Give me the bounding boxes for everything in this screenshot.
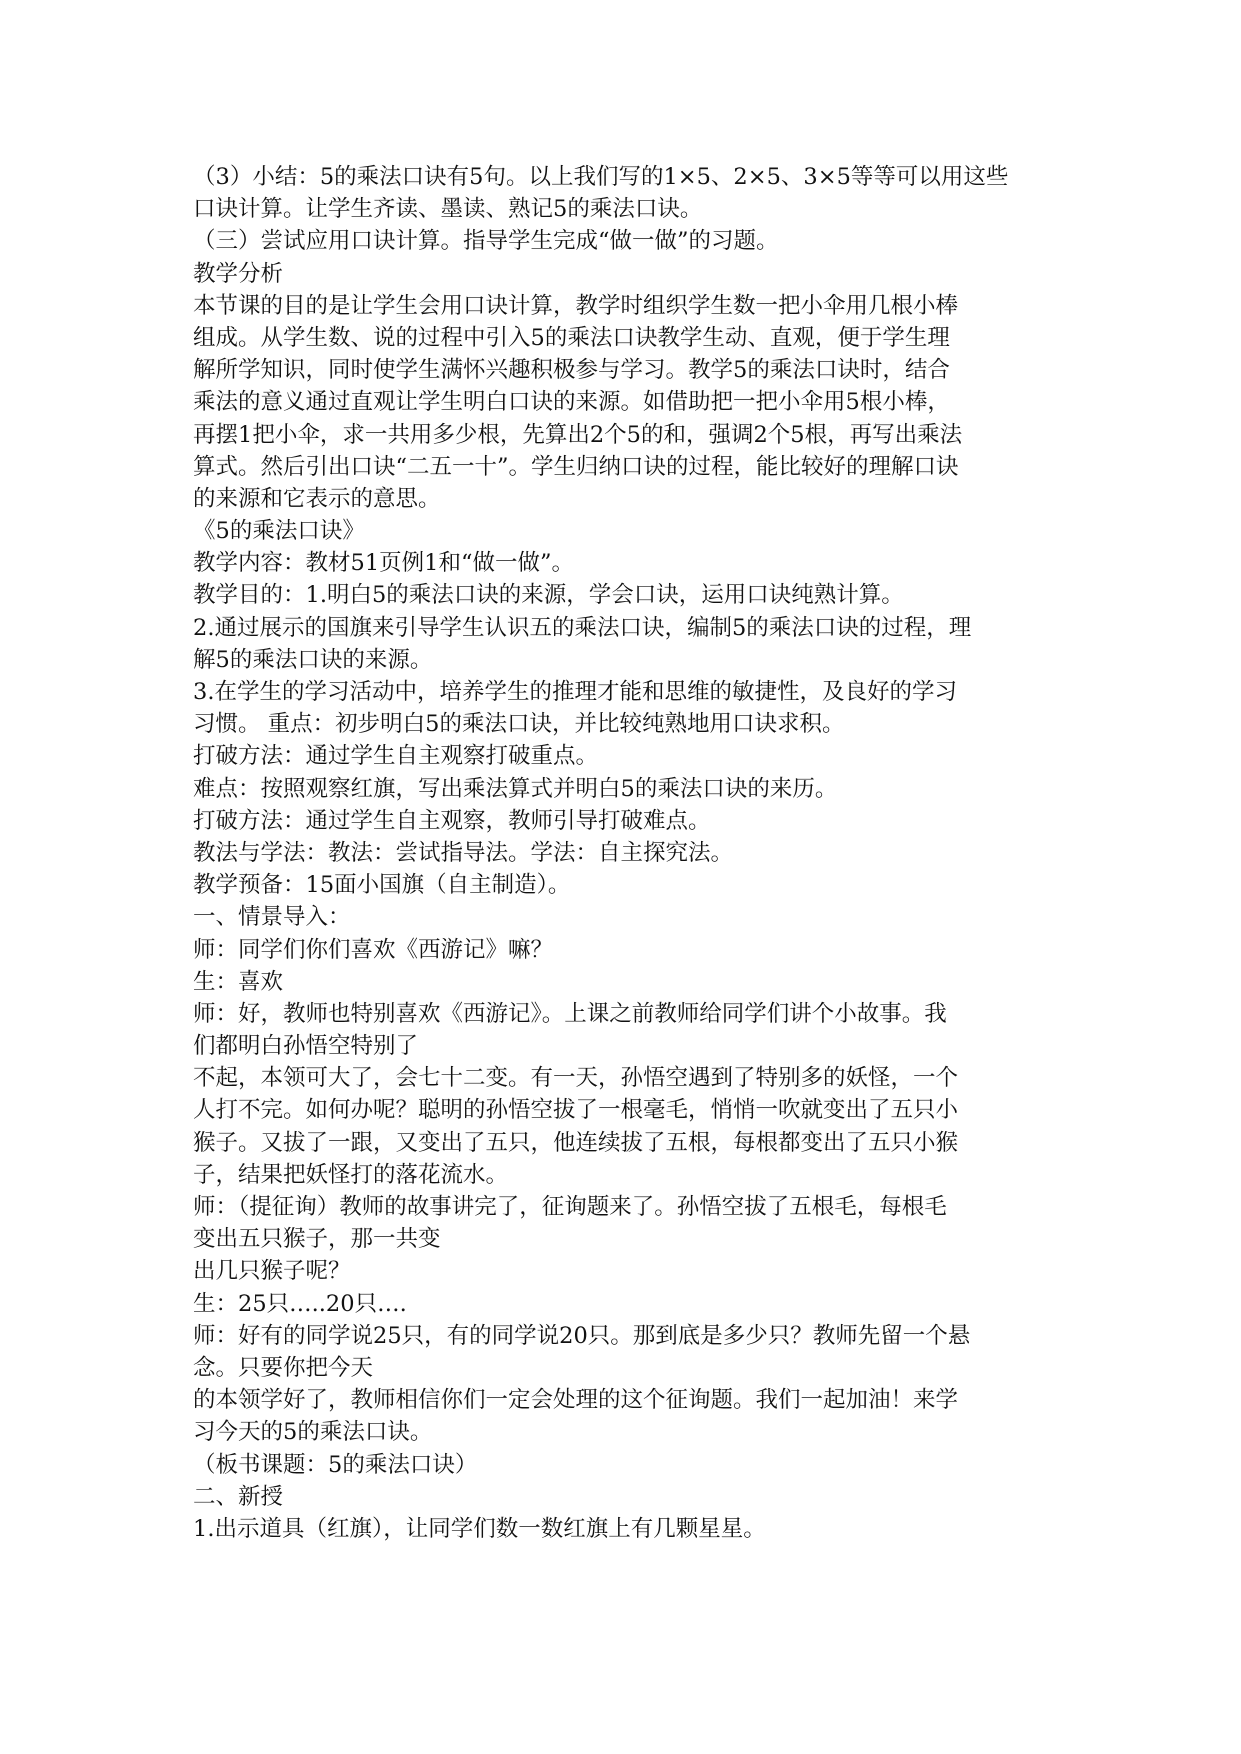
section-heading: 《5的乘法口诀》 [193, 518, 365, 545]
section-heading: 教学分析 [193, 260, 284, 287]
text-line: 习今天的5的乘法口诀。 [193, 1419, 433, 1446]
text-line: 念。只要你把今天 [193, 1354, 374, 1381]
text-line: 人打不完。如何办呢？聪明的孙悟空拔了一根毫毛，悄悄一吹就变出了五只小 [193, 1097, 959, 1124]
text-line: （三）尝试应用口诀计算。指导学生完成“做一做”的习题。 [193, 228, 779, 255]
text-line: 变出五只猴子，那一共变 [193, 1226, 441, 1253]
text-line: 生：25只…..20只…. [193, 1290, 407, 1317]
text-line: 打破方法：通过学生自主观察打破重点。 [193, 743, 599, 770]
text-line: 生：喜欢 [193, 968, 284, 995]
text-line: 子，结果把妖怪打的落花流水。 [193, 1161, 509, 1188]
text-line: 习惯。 重点：初步明白5的乘法口诀，并比较纯熟地用口诀求积。 [193, 711, 845, 738]
text-line: 口诀计算。让学生齐读、墨读、熟记5的乘法口诀。 [193, 196, 703, 223]
text-line: 本节课的目的是让学生会用口诀计算，教学时组织学生数一把小伞用几根小棒 [193, 292, 959, 319]
text-line: 教学预备：15面小国旗（自主制造）。 [193, 872, 571, 899]
text-line: 解5的乘法口诀的来源。 [193, 646, 433, 673]
text-line: 师：好，教师也特别喜欢《西游记》。上课之前教师给同学们讲个小故事。我 [193, 1000, 947, 1027]
text-line: 解所学知识，同时使学生满怀兴趣积极参与学习。教学5的乘法口诀时，结合 [193, 357, 950, 384]
text-line: 乘法的意义通过直观让学生明白口诀的来源。如借助把一把小伞用5根小棒， [193, 389, 950, 416]
text-line: 出几只猴子呢？ [193, 1258, 351, 1285]
text-line: 教法与学法：教法：尝试指导法。学法：自主探究法。 [193, 839, 734, 866]
text-line: （板书课题：5的乘法口诀） [193, 1451, 478, 1478]
text-line: 打破方法：通过学生自主观察，教师引导打破难点。 [193, 807, 711, 834]
text-line: 们都明白孙悟空特别了 [193, 1033, 419, 1060]
text-line: 不起，本领可大了，会七十二变。有一天，孙悟空遇到了特别多的妖怪，一个 [193, 1065, 959, 1092]
text-line: 再摆1把小伞，求一共用多少根，先算出2个5的和，强调2个5根，再写出乘法 [193, 421, 963, 448]
text-line: 师：好有的同学说25只，有的同学说20只。那到底是多少只？教师先留一个悬 [193, 1322, 971, 1349]
text-line: 的本领学好了，教师相信你们一定会处理的这个征询题。我们一起加油！来学 [193, 1387, 959, 1414]
text-line: （3）小结：5的乘法口诀有5句。以上我们写的1×5、2×5、3×5等等可以用这些 [193, 164, 1009, 190]
text-line: 的来源和它表示的意思。 [193, 485, 441, 512]
text-line: 算式。然后引出口诀“二五一十”。学生归纳口诀的过程，能比较好的理解口诀 [193, 453, 959, 480]
text-line: 组成。从学生数、说的过程中引入5的乘法口诀教学生动、直观，便于学生理 [193, 324, 950, 351]
text-line: 教学内容：教材51页例1和“做一做”。 [193, 550, 574, 577]
text-line: 2.通过展示的国旗来引导学生认识五的乘法口诀，编制5的乘法口诀的过程，理 [193, 614, 972, 641]
text-line: 师：（提征询）教师的故事讲完了，征询题来了。孙悟空拔了五根毛，每根毛 [193, 1194, 947, 1220]
text-line: 教学目的：1.明白5的乘法口诀的来源，学会口诀，运用口诀纯熟计算。 [193, 582, 904, 609]
document-body [193, 161, 1053, 1545]
text-line: 师：同学们你们喜欢《西游记》嘛？ [193, 936, 554, 963]
text-line: 3.在学生的学习活动中，培养学生的推理才能和思维的敏捷性，及良好的学习 [193, 679, 957, 705]
section-heading: 一、情景导入： [193, 904, 351, 931]
text-line: 猴子。又拔了一跟，又变出了五只，他连续拔了五根，每根都变出了五只小猴 [193, 1129, 959, 1156]
text-line: 难点：按照观察红旗，写出乘法算式并明白5的乘法口诀的来历。 [193, 775, 838, 802]
section-heading: 二、新授 [193, 1483, 284, 1510]
text-line: 1.出示道具（红旗），让同学们数一数红旗上有几颗星星。 [193, 1515, 766, 1542]
